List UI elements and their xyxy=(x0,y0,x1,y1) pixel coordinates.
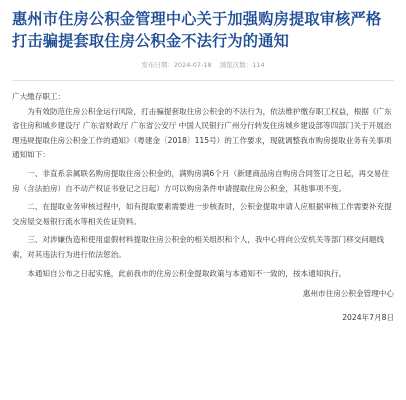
view-count: 浏览次数：114 xyxy=(219,61,265,69)
title-divider xyxy=(12,80,394,81)
paragraph-item-1: 一、非直系亲属联名购房提取住房公积金的，满购房满6个月（新建商品房自购房合同签订之日起，再交易住房（含法拍房）自不动产权证书登记之日起）方可以购房条件申请提取住房公积金，其他事项不变。 xyxy=(12,168,389,193)
notice-body xyxy=(12,90,394,281)
paragraph-item-3: 三、对涉嫌伪造和使用虚假材料提取住房公积金的相关组织和个人，我中心将向公安机关等部门移交问题线索，对其违法行为进行依法惩治。 xyxy=(12,235,385,259)
paragraph-intro: 为有效防范住房公积金运行风险，打击骗提套取住房公积金的不法行为，依法维护缴存职工权益，根据《广东省住房和城乡建设厅 广东省财政厅 广东省公安厅 中国人民银行广州分行转发住房城乡建设部等四部门关于开展治理违规提取住房公积金工作的通知》（粤建金〔2018〕115号）的工作要求，现就调整我市购房提取业务有关事项通知如下： xyxy=(12,106,392,160)
signature-org: 惠州市住房公积金管理中心 xyxy=(302,289,394,299)
signature-date: 2024年7月8日 xyxy=(342,313,394,323)
notice-title: 惠州市住房公积金管理中心关于加强购房提取审核严格打击骗提套取住房公积金不法行为的通知 xyxy=(12,10,382,50)
publish-date: 发布日期：2024-07-18 xyxy=(141,61,212,69)
paragraph-item-2: 二、在提取业务审核过程中，如有提取要素需要进一步核查时，公积金提取申请人应根据审核工作需要补充提交房屋交易银行流水等相关佐证资料。 xyxy=(12,202,392,226)
salutation: 广大缴存职工： xyxy=(12,92,66,101)
paragraph-effective: 本通知自公布之日起实施，此前我市的住房公积金提取政策与本通知不一致的，按本通知执行。 xyxy=(27,268,347,278)
notice-meta xyxy=(12,61,394,70)
